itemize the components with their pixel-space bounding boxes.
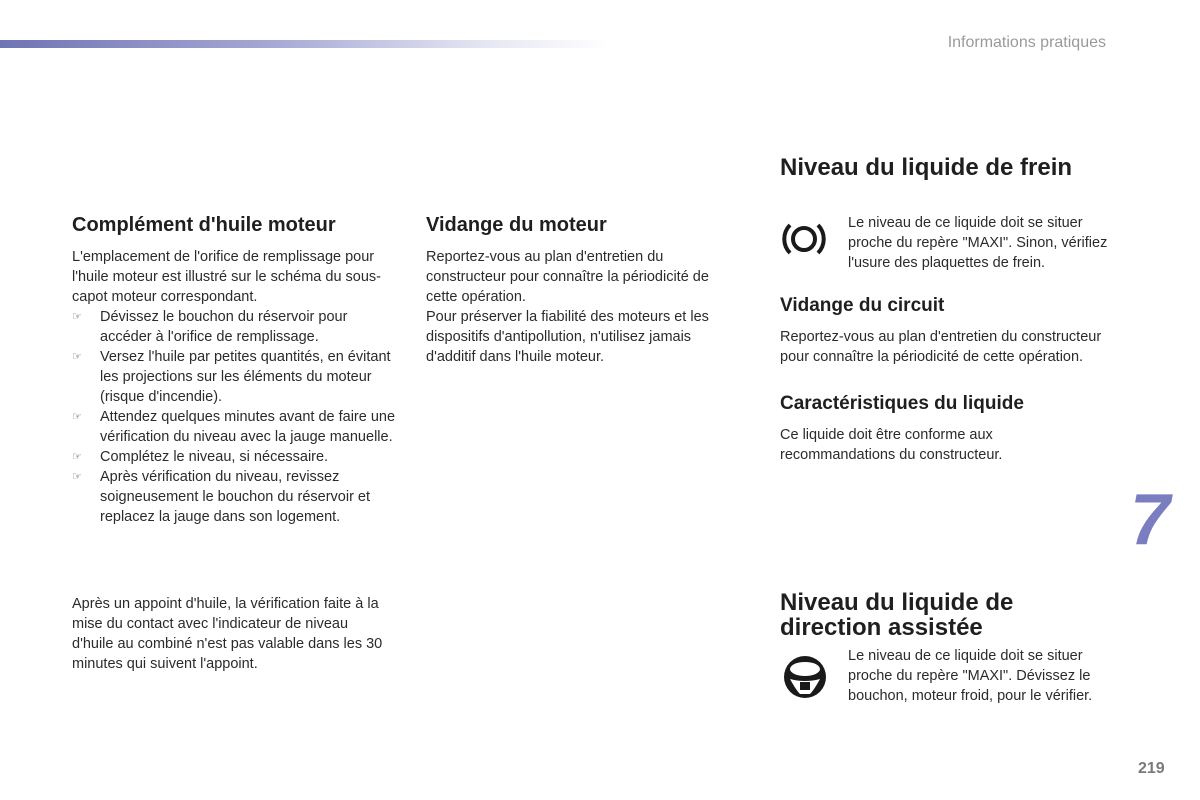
pointing-hand-icon: ☞ xyxy=(72,451,82,463)
list-item xyxy=(72,447,402,467)
power-steering-title-line1: Niveau du liquide de xyxy=(780,589,1014,616)
section-title: Informations pratiques xyxy=(947,34,1106,51)
pointing-hand-icon: ☞ xyxy=(72,411,82,423)
pointing-hand-icon: ☞ xyxy=(72,311,82,323)
pointing-hand-icon: ☞ xyxy=(72,351,82,363)
power-steering-text: Le niveau de ce liquide doit se situer proche du repère "MAXI". Dévissez le bouchon, moteur froid, pour le vérifier. xyxy=(848,648,1093,704)
header-gradient-bar xyxy=(0,40,610,48)
chapter-number: 7 xyxy=(1130,480,1171,560)
brake-warning-icon xyxy=(780,213,842,260)
fluid-characteristics-text: Ce liquide doit être conforme aux recommandations du constructeur. xyxy=(780,427,1003,463)
steering-wheel-icon xyxy=(780,646,842,700)
circuit-drain-title: Vidange du circuit xyxy=(780,295,945,316)
list-item xyxy=(72,467,402,527)
list-item xyxy=(72,347,402,407)
engine-oil-change-text-2: Pour préserver la fiabilité des moteurs et les dispositifs d'antipollution, n'utilisez jamais d'additif dans l'huile moteur. xyxy=(426,309,709,365)
engine-oil-change-text-1: Reportez-vous au plan d'entretien du constructeur pour connaître la périodicité de cette opération. xyxy=(426,249,709,305)
pointing-hand-icon: ☞ xyxy=(72,471,82,483)
page-number: 219 xyxy=(1138,760,1165,777)
power-steering-section xyxy=(780,590,1110,706)
engine-oil-steps-list xyxy=(72,307,402,527)
right-column xyxy=(780,155,1110,465)
engine-oil-topup-section xyxy=(72,214,402,527)
brake-fluid-title: Niveau du liquide de frein xyxy=(780,154,1073,181)
step-text: Versez l'huile par petites quantités, en évitant les projections sur les éléments du moteur (risque d'incendie). xyxy=(100,349,391,405)
step-text: Complétez le niveau, si nécessaire. xyxy=(100,449,329,465)
fluid-characteristics-title: Caractéristiques du liquide xyxy=(780,393,1024,414)
list-item xyxy=(72,307,402,347)
power-steering-title-line2: direction assistée xyxy=(780,614,983,641)
brake-fluid-text: Le niveau de ce liquide doit se situer proche du repère "MAXI". Sinon, vérifiez l'usure des plaquettes de frein. xyxy=(848,215,1108,271)
engine-oil-change-title: Vidange du moteur xyxy=(426,214,607,236)
engine-oil-topup-intro: L'emplacement de l'orifice de remplissage pour l'huile moteur est illustré sur le schéma du sous-capot moteur correspondant. xyxy=(72,249,382,305)
list-item xyxy=(72,407,402,447)
brake-fluid-block xyxy=(780,213,1110,273)
engine-oil-change-section xyxy=(426,214,741,367)
engine-oil-topup-title: Complément d'huile moteur xyxy=(72,214,336,236)
step-text: Attendez quelques minutes avant de faire une vérification du niveau avec la jauge manuelle. xyxy=(100,409,396,445)
oil-level-note: Après un appoint d'huile, la vérification faite à la mise du contact avec l'indicateur de niveau d'huile au combiné n'est pas valable dans les 30 minutes qui suivent l'appoint. xyxy=(72,596,383,672)
circuit-drain-text: Reportez-vous au plan d'entretien du constructeur pour connaître la périodicité de cette opération. xyxy=(780,329,1102,365)
step-text: Après vérification du niveau, revissez soigneusement le bouchon du réservoir et replacez la jauge dans son logement. xyxy=(100,469,371,525)
step-text: Dévissez le bouchon du réservoir pour accéder à l'orifice de remplissage. xyxy=(100,309,348,345)
power-steering-block xyxy=(780,646,1110,706)
